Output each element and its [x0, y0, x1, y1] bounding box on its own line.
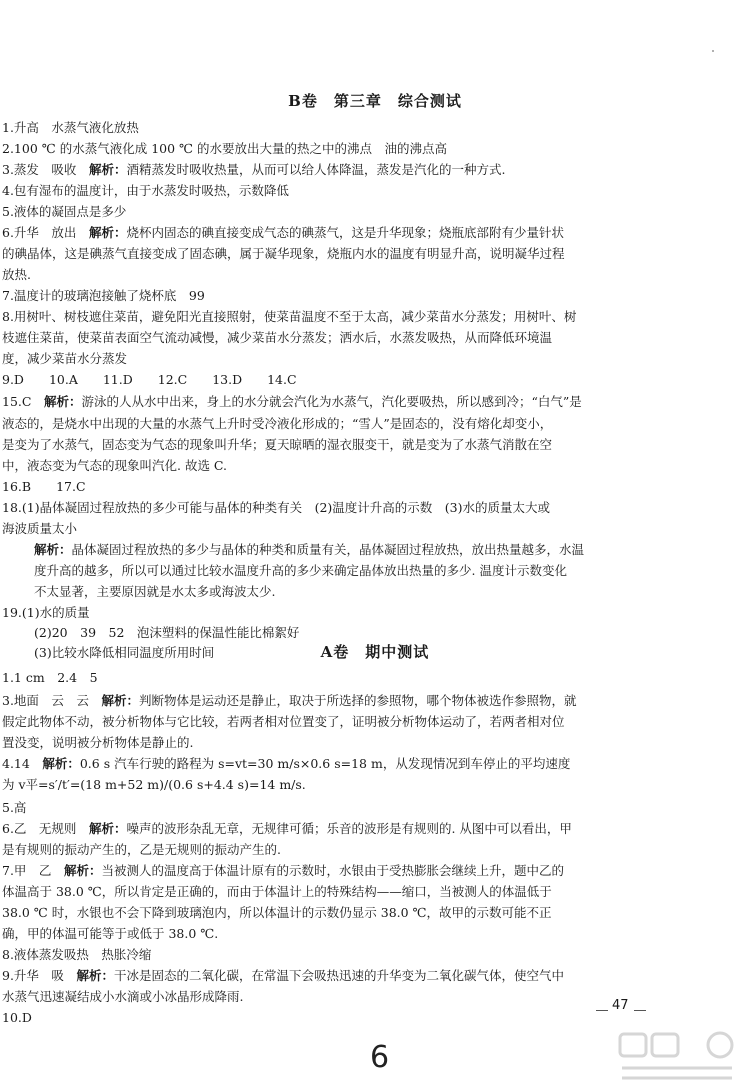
answer-text: 海波质量太小 [2, 521, 78, 536]
answer-line [2, 966, 564, 986]
answer-text: 酒精蒸发时吸收热量，从而可以给人体降温，蒸发是汽化的一种方式. [126, 162, 506, 177]
analysis-label: 解析： [88, 821, 127, 836]
answer-line [2, 712, 565, 732]
answer-text: 假定此物体不动，被分析物体与它比较，若两者相对位置变了，证明被分析物体运动了，若两者相对位 [2, 714, 565, 729]
answer-text: 烧杯内固态的碘直接变成气态的碘蒸气，这是升华现象；烧瓶底部附有少量针状 [126, 225, 564, 240]
answer-text: (2)20 39 52 泡沫塑料的保温性能比棉絮好 [34, 625, 300, 640]
answer-line [2, 160, 505, 180]
answer-text: 6.升华 放出 [2, 225, 89, 240]
analysis-label: 解析： [88, 162, 127, 177]
answer-text: 当被测人的温度高于体温计原有的示数时，水银由于受热膨胀会继续上升，题中乙的 [101, 863, 564, 878]
answer-text: 干冰是固态的二氧化碳，在常温下会吸热迅速的升华变为二氧化碳气体，使空气中 [113, 968, 564, 983]
answer-text: 7.甲 乙 [2, 863, 64, 878]
answer-line [2, 223, 564, 243]
answer-text: 16.B 17.C [2, 479, 86, 494]
answer-line [2, 603, 90, 623]
answer-line [2, 265, 31, 285]
answer-line [2, 754, 570, 774]
answer-text: 枝遮住菜苗，使菜苗表面空气流动减慢，减少菜苗水分蒸发；洒水后，水蒸发吸热，从而降低环境温 [2, 330, 553, 345]
answer-text: 的碘晶体，这是碘蒸气直接变成了固态碘，属于凝华现象，烧瓶内水的温度有明显升高，说明凝华过程 [2, 246, 565, 261]
answer-text: 是有规则的振动产生的，乙是无规则的振动产生的. [2, 842, 281, 857]
answer-text: 确，甲的体温可能等于或低于 38.0 ℃. [2, 926, 219, 941]
answer-line [34, 561, 567, 581]
answer-line [2, 118, 139, 138]
answer-line [2, 202, 126, 222]
answer-text: 0.6 s 汽车行驶的路程为 s=vt=30 m/s×0.6 s=18 m，从发现情况到车停止的平均速度 [79, 756, 571, 771]
answer-text: 噪声的波形杂乱无章，无规律可循；乐音的波形是有规则的. 从图中可以看出，甲 [126, 821, 572, 836]
analysis-label: 解析： [101, 693, 139, 708]
answer-text: 8.液体蒸发吸热 热胀冷缩 [2, 947, 152, 962]
answer-line [2, 945, 151, 965]
answer-line [34, 623, 299, 643]
answer-line [2, 244, 565, 264]
answer-text: 置没变，说明被分析物体是静止的. [2, 735, 194, 750]
answer-text: 10.D [2, 1010, 32, 1025]
page-speck [712, 50, 714, 52]
answer-text: 判断物体是运动还是静止，取决于所选择的参照物，哪个物体被选作参照物，就 [138, 693, 577, 708]
answer-text: 15.C [2, 394, 44, 409]
answer-text: 19.(1)水的质量 [2, 605, 90, 620]
answer-line [2, 414, 552, 434]
answer-text: 4.14 [2, 756, 43, 771]
answer-text: 是变为了水蒸气，固态变为气态的现象叫升华；夏天晾晒的湿衣服变干，就是变为了水蒸气消散在空 [2, 437, 553, 452]
analysis-label: 解析： [63, 863, 102, 878]
page-number: 47 [612, 998, 629, 1013]
section-a-title: A卷 期中测试 [320, 643, 430, 661]
answer-text: 游泳的人从水中出来，身上的水分就会汽化为水蒸气，汽化要吸热，所以感到冷；“白气”是 [81, 394, 582, 409]
answer-line [2, 819, 572, 839]
answer-line [2, 139, 447, 159]
answer-line [2, 775, 306, 795]
analysis-label: 解析： [76, 968, 114, 983]
answer-line [2, 924, 218, 944]
analysis-label: 解析： [34, 542, 72, 557]
answer-line [2, 668, 98, 688]
answer-line [2, 392, 582, 412]
answer-line [2, 181, 289, 201]
answer-line [34, 582, 275, 602]
answer-line [2, 798, 26, 818]
answer-line [2, 691, 576, 711]
answer-text: 4.包有湿布的温度计，由于水蒸发时吸热，示数降低 [2, 183, 289, 198]
answer-text: 为 v平=s′/t′=(18 m+52 m)/(0.6 s+4.4 s)=14 m/s. [2, 777, 306, 792]
answer-text: (3)比较水降低相同温度所用时间 [34, 645, 215, 660]
answer-text: 度升高的越多，所以可以通过比较水温度升高的多少来确定晶体放出热量的多少. 温度计示数变化 [34, 563, 567, 578]
answer-text: 放热. [2, 267, 31, 282]
answer-text: 8.用树叶、树枝遮住菜苗，避免阳光直接照射，使菜苗温度不至于太高，减少菜苗水分蒸发；用树叶、树 [2, 309, 577, 324]
answer-text: 不太显著，主要原因就是水太多或海波太少. [34, 584, 276, 599]
answer-text: 体温高于 38.0 ℃，所以肯定是正确的，而由于体温计上的特殊结构——缩口，当被测人的体温低于 [2, 884, 552, 899]
answer-text: 38.0 ℃ 时，水银也不会下降到玻璃泡内，所以体温计的示数仍显示 38.0 ℃，故甲的示数可能不正 [2, 905, 552, 920]
answer-line [2, 349, 127, 369]
answer-line [2, 370, 297, 390]
page-number-rule-right [634, 1010, 646, 1011]
watermark-logo [612, 1028, 747, 1086]
answer-line [2, 519, 77, 539]
answer-text: 9.D 10.A 11.D 12.C 13.D 14.C [2, 372, 297, 387]
answer-text: 水蒸气迅速凝结成小水滴或小冰晶形成降雨. [2, 989, 244, 1004]
answer-text: 中，液态变为气态的现象叫汽化. 故选 C. [2, 458, 228, 473]
answer-line [2, 328, 552, 348]
answer-text: 7.温度计的玻璃泡接触了烧杯底 99 [2, 288, 205, 303]
answer-text: 晶体凝固过程放热的多少与晶体的种类和质量有关，晶体凝固过程放热，放出热量越多，水温 [71, 542, 585, 557]
analysis-label: 解析： [88, 225, 127, 240]
answer-text: 2.100 ℃ 的水蒸气液化成 100 ℃ 的水要放出大量的热之中的沸点 油的沸点高 [2, 141, 447, 156]
answer-text: 5.高 [2, 800, 27, 815]
section-b-title: B卷 第三章 综合测试 [288, 92, 462, 110]
answer-line [2, 733, 193, 753]
handwritten-mark: 6 [370, 1040, 390, 1075]
answer-text: 1.升高 水蒸气液化放热 [2, 120, 139, 135]
page-number-rule-left [596, 1010, 608, 1011]
answer-text: 18.(1)晶体凝固过程放热的多少可能与晶体的种类有关 (2)温度计升高的示数 (3)水的质量太大或 [2, 500, 550, 515]
answer-line [2, 435, 552, 455]
answer-text: 5.液体的凝固点是多少 [2, 204, 127, 219]
answer-text: 度，减少菜苗水分蒸发 [2, 351, 128, 366]
answer-line [34, 540, 584, 560]
answer-line [2, 498, 550, 518]
answer-line [2, 1008, 32, 1028]
answer-line [2, 882, 552, 902]
answer-line [2, 861, 564, 881]
answer-text: 9.升华 吸 [2, 968, 77, 983]
answer-text: 6.乙 无规则 [2, 821, 89, 836]
analysis-label: 解析： [43, 394, 82, 409]
answer-text: 1.1 cm 2.4 5 [2, 670, 98, 685]
answer-line [2, 456, 227, 476]
analysis-label: 解析： [42, 756, 80, 771]
answer-text: 液态的，是烧水中出现的大量的水蒸气上升时受冷液化形成的；“雪人”是固态的，没有熔化却变小， [2, 416, 553, 431]
answer-line [2, 477, 86, 497]
answer-text: 3.地面 云 云 [2, 693, 102, 708]
answer-line [2, 286, 205, 306]
answer-line [2, 987, 243, 1007]
answer-line [2, 840, 281, 860]
answer-text: 3.蒸发 吸收 [2, 162, 89, 177]
answer-line [2, 307, 576, 327]
answer-line [2, 903, 552, 923]
